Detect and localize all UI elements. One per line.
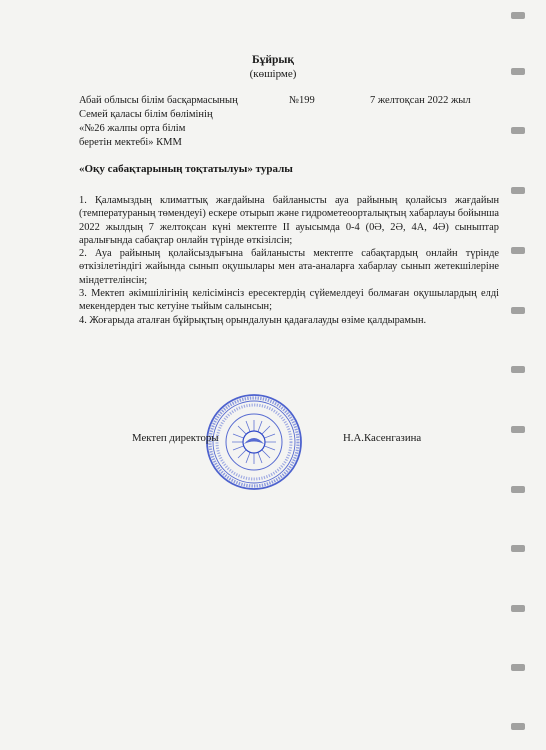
document-subtitle: (көшірме) [249, 68, 297, 80]
scan-mark [511, 247, 525, 254]
org-line-4: беретін мектебі» КММ [79, 137, 182, 148]
order-item-1: 1. Қаламыздың климаттық жағдайына байланысты ауа райының қолайсыз жағдайын (температураның төмендеуі) ескере отырып және гидрометеоорталықтың хабарлауы бойынша 2022 жылдың 7 желтоқсан күні мектепте II ауысымда 0-4 (0Ә, 2Ә, 4А, 4Ә) сыныптар аралығында сабақтар онлайн түрінде өткізілсін; [79, 195, 499, 246]
order-number: №199 [289, 95, 315, 106]
scan-mark [511, 723, 525, 730]
order-date: 7 желтоқсан 2022 жыл [370, 95, 471, 106]
scan-mark [511, 486, 525, 493]
signature-name: Н.А.Касенгазина [343, 432, 422, 444]
scan-mark [511, 187, 525, 194]
scan-mark [511, 545, 525, 552]
org-line-3: «№26 жалпы орта білім [79, 123, 186, 134]
scan-mark [511, 12, 525, 19]
scan-mark [511, 366, 525, 373]
order-item-3: 3. Мектеп әкімшілігінің келісімінсіз ересектердің сүйемелдеуі болмаған оқушылардың елді мекендерден тыс кетуіне тыйым салынсын; [79, 288, 499, 313]
scan-mark [511, 664, 525, 671]
document-title: Бұйрық [252, 54, 294, 66]
scan-mark [511, 127, 525, 134]
official-seal-icon [204, 392, 304, 492]
scan-mark [511, 426, 525, 433]
order-item-4: 4. Жоғарыда аталған бұйрықтың орындалуын қадағалауды өзіме қалдырамын. [79, 314, 427, 326]
org-line-2: Семей қаласы білім бөлімінің [79, 109, 213, 120]
org-line-1: Абай облысы білім басқармасының [79, 95, 238, 106]
scan-mark [511, 68, 525, 75]
signature-position: Мектеп директоры [132, 432, 219, 444]
scan-mark [511, 605, 525, 612]
order-item-2: 2. Ауа райының қолайсыздығына байланысты мектепте сабақтардың онлайн түрінде өткізілетіндігі жайында сынып оқушылары мен ата-аналарға хабарлау сынып жетекшілеріне міндеттелінсін; [79, 248, 499, 286]
order-body [79, 194, 499, 327]
order-heading: «Оқу сабақтарының тоқтатылуы» туралы [79, 163, 293, 175]
scan-mark [511, 307, 525, 314]
